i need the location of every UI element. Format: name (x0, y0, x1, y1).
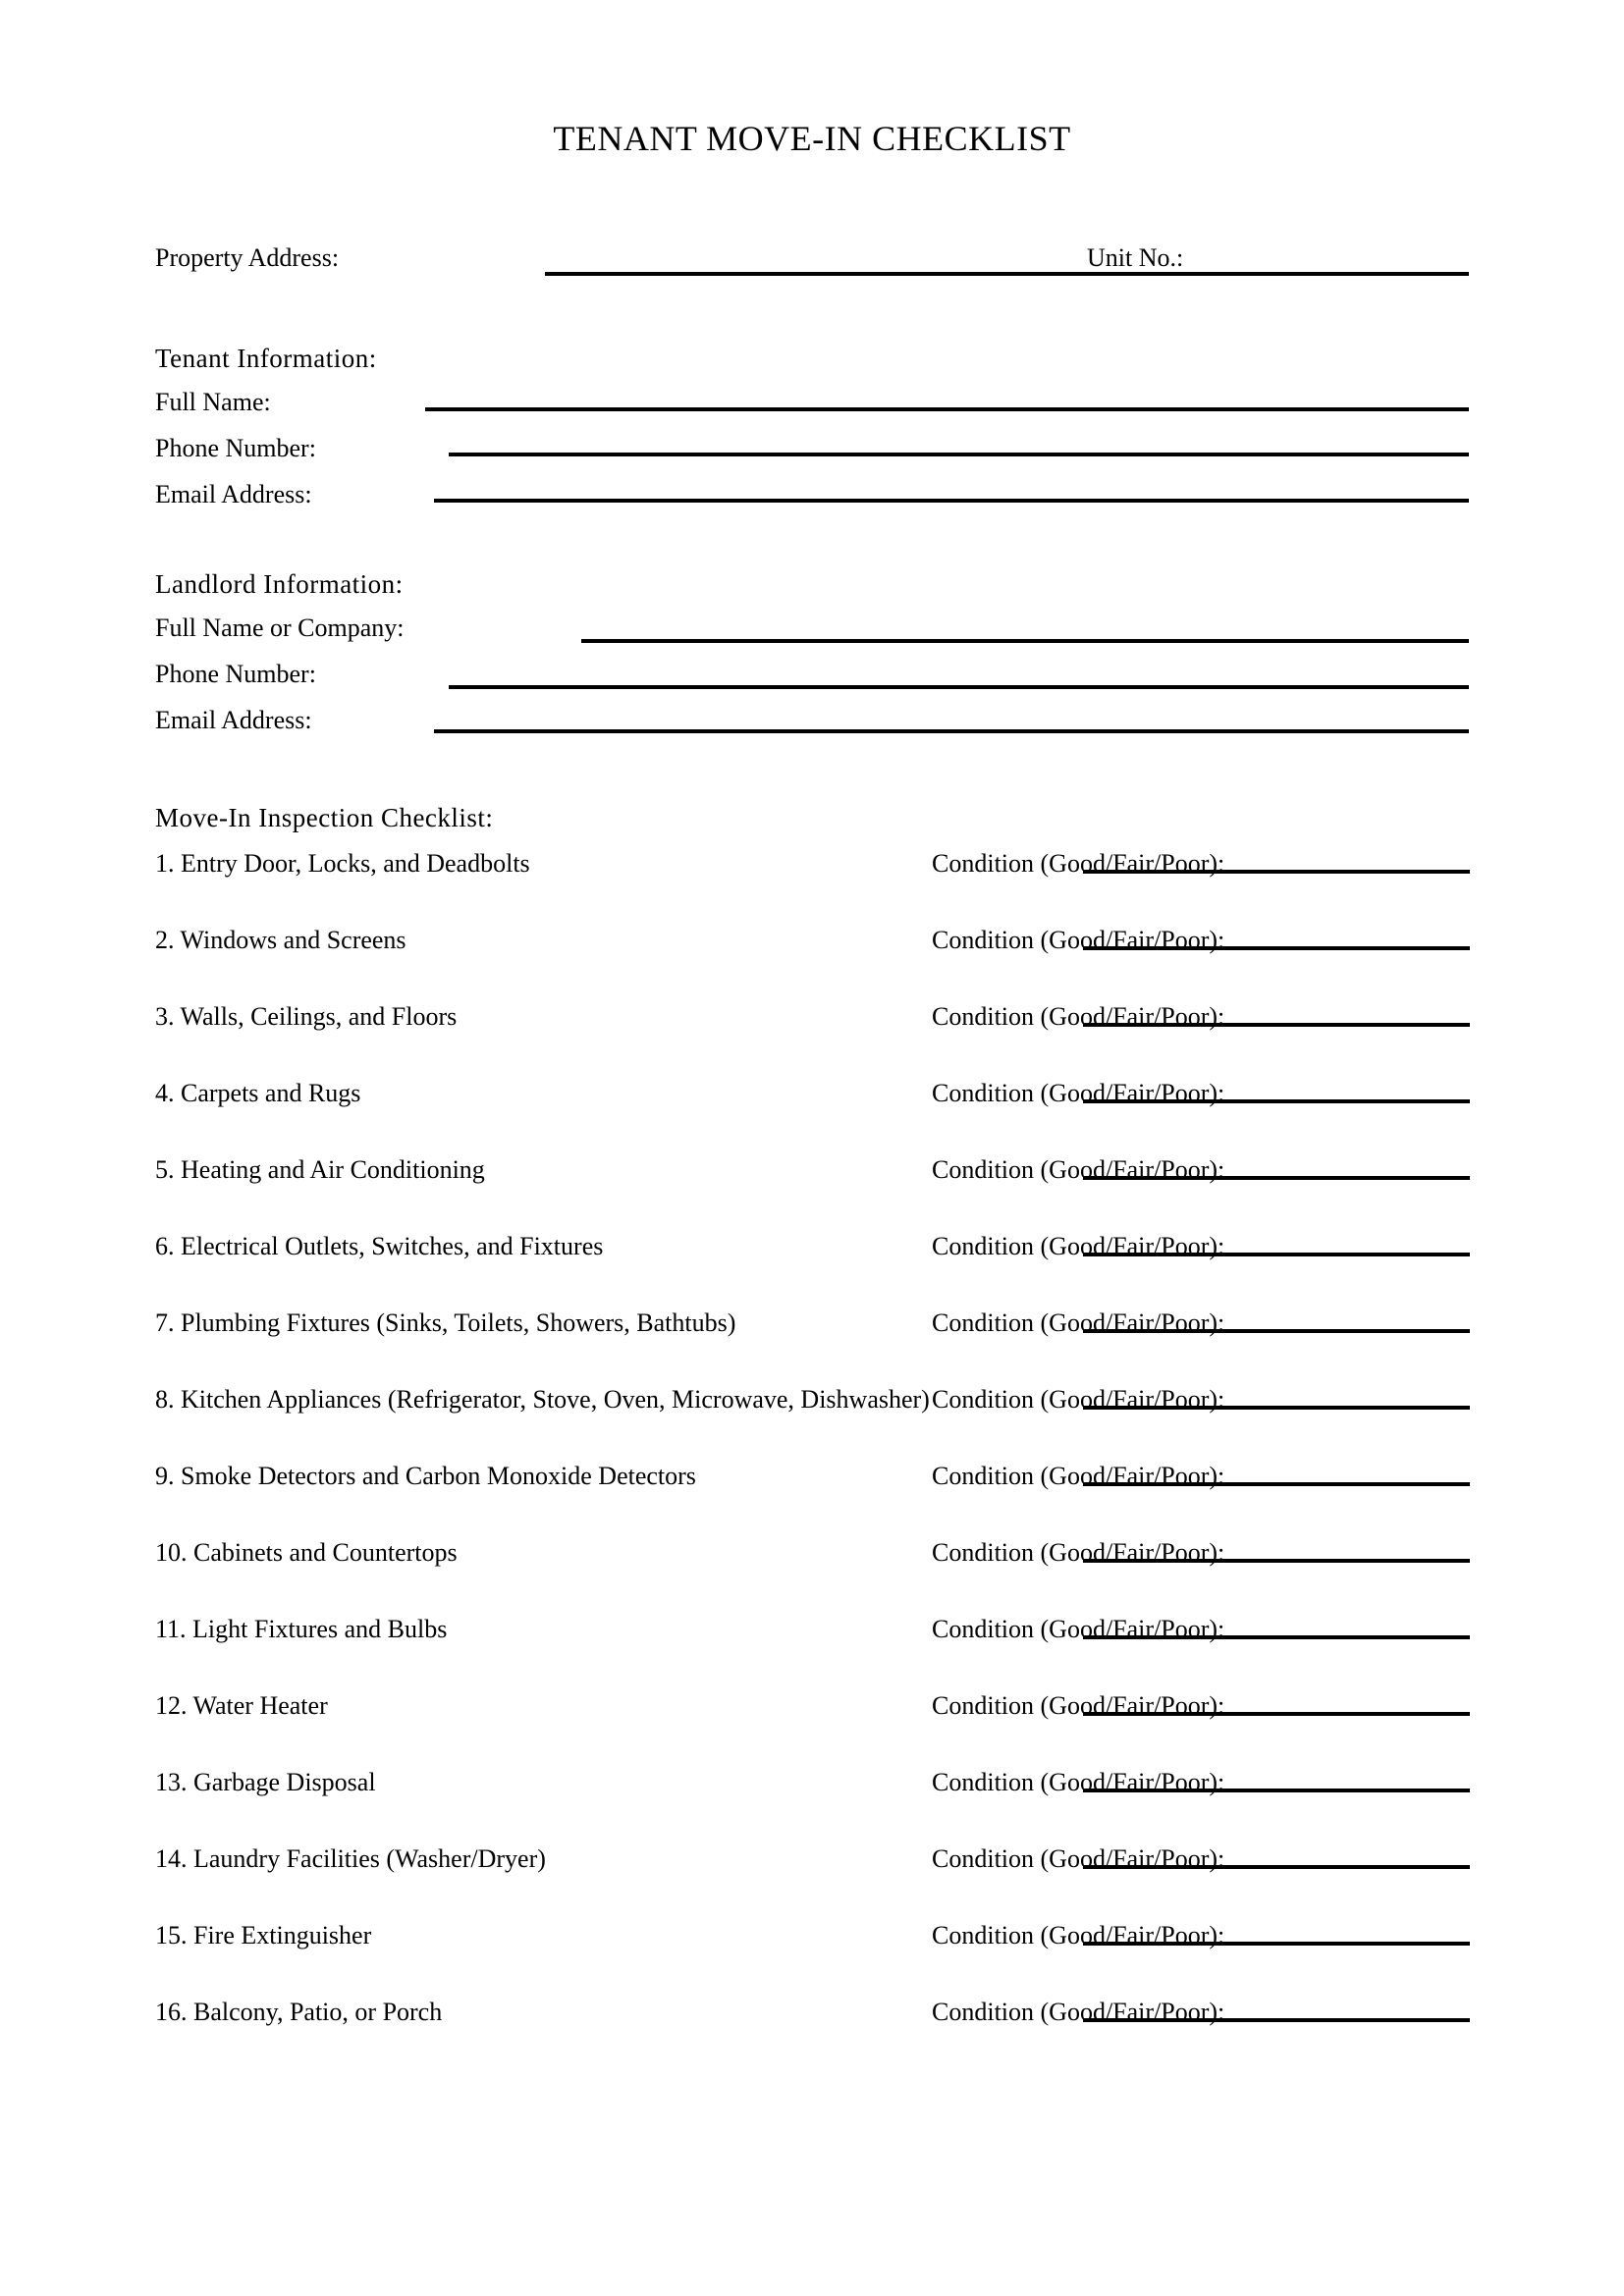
checklist-item-row (155, 849, 1490, 894)
checklist-item-label: 12. Water Heater (155, 1691, 328, 1720)
tenant-full-name-label: Full Name: (155, 388, 271, 416)
tenant-phone-label: Phone Number: (155, 434, 316, 462)
tenant-phone-field[interactable] (449, 427, 1469, 456)
condition-label: Condition (Good/Fair/Poor): (932, 1308, 1225, 1337)
checklist-item-label: 1. Entry Door, Locks, and Deadbolts (155, 849, 530, 878)
condition-field[interactable] (1083, 1691, 1470, 1716)
landlord-phone-field[interactable] (449, 660, 1469, 689)
condition-label: Condition (Good/Fair/Poor): (932, 1385, 1225, 1414)
condition-field[interactable] (1083, 849, 1470, 874)
condition-field[interactable] (1083, 1615, 1470, 1639)
tenant-section-heading: Tenant Information: (155, 344, 377, 373)
unit-no-label: Unit No.: (1087, 243, 1184, 272)
condition-label: Condition (Good/Fair/Poor): (932, 1844, 1225, 1873)
condition-label: Condition (Good/Fair/Poor): (932, 1538, 1225, 1567)
checklist-item-row (155, 1308, 1490, 1354)
landlord-section-heading: Landlord Information: (155, 569, 404, 599)
property-address-field[interactable] (545, 246, 1469, 276)
condition-field[interactable] (1083, 1232, 1470, 1256)
condition-field[interactable] (1083, 1308, 1470, 1333)
checklist-item-label: 3. Walls, Ceilings, and Floors (155, 1002, 458, 1031)
condition-label: Condition (Good/Fair/Poor): (932, 1232, 1225, 1260)
checklist-item-label: 8. Kitchen Appliances (Refrigerator, Stove, Oven, Microwave, Dishwasher) (155, 1385, 930, 1414)
condition-label: Condition (Good/Fair/Poor): (932, 926, 1225, 954)
tenant-email-field[interactable] (434, 473, 1469, 503)
checklist-item-row (155, 1232, 1490, 1277)
checklist-item-label: 14. Laundry Facilities (Washer/Dryer) (155, 1844, 546, 1873)
condition-label: Condition (Good/Fair/Poor): (932, 1079, 1225, 1107)
condition-label: Condition (Good/Fair/Poor): (932, 1615, 1225, 1643)
condition-label: Condition (Good/Fair/Poor): (932, 1998, 1225, 2026)
condition-field[interactable] (1083, 1079, 1470, 1103)
condition-field[interactable] (1083, 1155, 1470, 1180)
checklist-item-row (155, 1385, 1490, 1430)
checklist-item-row (155, 1155, 1490, 1201)
landlord-name-field[interactable] (581, 614, 1469, 643)
checklist-item-row (155, 1844, 1490, 1890)
condition-field[interactable] (1083, 926, 1470, 950)
landlord-name-label: Full Name or Company: (155, 614, 405, 642)
checklist-item-row (155, 1691, 1490, 1736)
checklist-item-label: 15. Fire Extinguisher (155, 1921, 372, 1949)
checklist-section-heading: Move-In Inspection Checklist: (155, 803, 494, 832)
checklist-item-row (155, 1768, 1490, 1813)
condition-field[interactable] (1083, 1538, 1470, 1563)
condition-label: Condition (Good/Fair/Poor): (932, 1462, 1225, 1490)
checklist-item-label: 10. Cabinets and Countertops (155, 1538, 458, 1567)
checklist-item-row (155, 1998, 1490, 2043)
landlord-email-field[interactable] (434, 704, 1469, 733)
checklist-item-row (155, 1615, 1490, 1660)
checklist-item-row (155, 1538, 1490, 1583)
condition-field[interactable] (1083, 1921, 1470, 1946)
checklist-item-label: 2. Windows and Screens (155, 926, 406, 954)
checklist-item-label: 6. Electrical Outlets, Switches, and Fixtures (155, 1232, 604, 1260)
condition-label: Condition (Good/Fair/Poor): (932, 1155, 1225, 1184)
checklist-item-label: 4. Carpets and Rugs (155, 1079, 361, 1107)
condition-field[interactable] (1083, 1998, 1470, 2022)
checklist-item-label: 16. Balcony, Patio, or Porch (155, 1998, 443, 2026)
condition-label: Condition (Good/Fair/Poor): (932, 849, 1225, 878)
checklist-item-label: 11. Light Fixtures and Bulbs (155, 1615, 448, 1643)
checklist-item-label: 13. Garbage Disposal (155, 1768, 376, 1796)
condition-label: Condition (Good/Fair/Poor): (932, 1691, 1225, 1720)
condition-label: Condition (Good/Fair/Poor): (932, 1921, 1225, 1949)
checklist-item-row (155, 1079, 1490, 1124)
checklist-item-label: 7. Plumbing Fixtures (Sinks, Toilets, Showers, Bathtubs) (155, 1308, 736, 1337)
landlord-email-label: Email Address: (155, 706, 312, 734)
tenant-email-label: Email Address: (155, 480, 312, 508)
landlord-phone-label: Phone Number: (155, 660, 316, 688)
condition-field[interactable] (1083, 1462, 1470, 1486)
checklist-item-label: 9. Smoke Detectors and Carbon Monoxide Detectors (155, 1462, 696, 1490)
condition-field[interactable] (1083, 1385, 1470, 1410)
property-address-label: Property Address: (155, 243, 340, 272)
condition-field[interactable] (1083, 1002, 1470, 1027)
tenant-full-name-field[interactable] (425, 382, 1469, 411)
condition-field[interactable] (1083, 1844, 1470, 1869)
checklist-item-row (155, 1462, 1490, 1507)
condition-field[interactable] (1083, 1768, 1470, 1792)
document-title: TENANT MOVE-IN CHECKLIST (553, 119, 1071, 158)
checklist-item-label: 5. Heating and Air Conditioning (155, 1155, 485, 1184)
checklist-item-row (155, 1921, 1490, 1966)
checklist-item-row (155, 1002, 1490, 1047)
condition-label: Condition (Good/Fair/Poor): (932, 1002, 1225, 1031)
checklist-item-row (155, 926, 1490, 971)
condition-label: Condition (Good/Fair/Poor): (932, 1768, 1225, 1796)
